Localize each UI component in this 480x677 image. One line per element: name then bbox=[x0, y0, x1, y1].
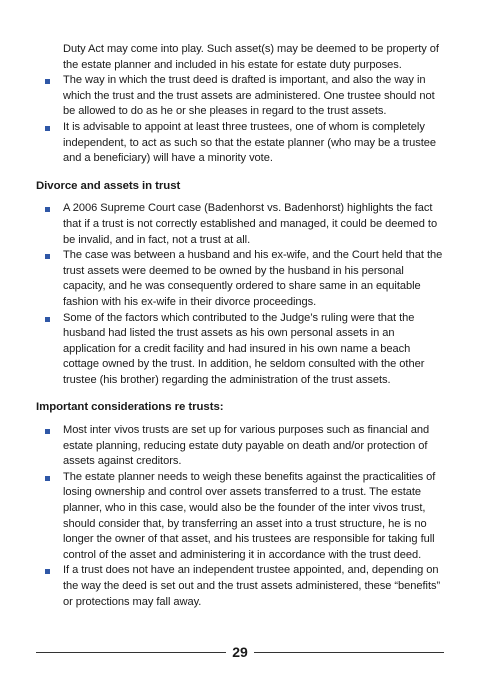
list-item-text: A 2006 Supreme Court case (Badenhorst vs. Badenhorst) highlights the fact that if a trust is not correctly established and managed, it could be deemed to be invalid, and in fact, not a trust at all. bbox=[63, 202, 438, 246]
page-footer bbox=[36, 640, 444, 664]
page-body bbox=[36, 42, 446, 610]
continuation-paragraph: Duty Act may come into play. Such asset(s) may be deemed to be property of the estate planner and included in his estate for estate duty purposes. bbox=[63, 43, 439, 71]
list-item bbox=[36, 311, 446, 389]
list-item bbox=[36, 248, 446, 310]
square-bullet-icon bbox=[45, 207, 50, 212]
list-item bbox=[36, 73, 446, 120]
square-bullet-icon bbox=[45, 126, 50, 131]
list-item bbox=[36, 201, 446, 248]
list-item-text: Most inter vivos trusts are set up for various purposes such as financial and estate planning, reducing estate duty payable on death and/or protection of assets against creditors. bbox=[63, 424, 430, 468]
footer-rule-left bbox=[36, 652, 226, 653]
section-heading-considerations: Important considerations re trusts: bbox=[36, 401, 224, 414]
square-bullet-icon bbox=[45, 476, 50, 481]
intro-bullet-list bbox=[36, 73, 446, 167]
list-item bbox=[36, 563, 446, 610]
square-bullet-icon bbox=[45, 429, 50, 434]
footer-rule-right bbox=[254, 652, 444, 653]
list-item-text: The case was between a husband and his ex-wife, and the Court held that the trust assets were deemed to be owned by the husband in his personal capacity, and he was consequently ordered to share same in an equitable fashion with his ex-wife in their divorce proceedings. bbox=[63, 249, 443, 308]
page-number: 29 bbox=[232, 644, 248, 660]
considerations-bullet-list bbox=[36, 423, 446, 610]
square-bullet-icon bbox=[45, 317, 50, 322]
section-heading-divorce: Divorce and assets in trust bbox=[36, 179, 181, 192]
square-bullet-icon bbox=[45, 569, 50, 574]
divorce-bullet-list bbox=[36, 201, 446, 388]
list-item bbox=[36, 120, 446, 167]
list-item-text: Some of the factors which contributed to the Judge’s ruling were that the husband had listed the trust assets as his own personal assets in an application for a credit facility and had insured in his own name a beach cottage owned by the trust. In addition, he seldom consulted with the other trustee (his brother) regarding the administration of the trust assets. bbox=[63, 311, 425, 386]
list-item-text: The way in which the trust deed is drafted is important, and also the way in which the trust and the trust assets are administered. One trustee should not be allowed to do as he or she pleases in regard to the trust assets. bbox=[63, 74, 435, 118]
list-item bbox=[36, 470, 446, 564]
square-bullet-icon bbox=[45, 254, 50, 259]
square-bullet-icon bbox=[45, 79, 50, 84]
list-item-text: If a trust does not have an independent trustee appointed, and, depending on the way the deed is set out and the trust assets administered, these “benefits” or protections may fall away. bbox=[63, 564, 441, 608]
list-item-text: The estate planner needs to weigh these benefits against the practicalities of losing ownership and control over assets transferred to a trust. The estate planner, who in this case, would also be the founder of the inter vivos trust, should consider that, by transferring an asset into a trust structure, he is no longer the owner of that asset, and his trustees are responsible for taking full control of the asset and administering it in accordance with the trust deed. bbox=[63, 470, 436, 561]
list-item bbox=[36, 423, 446, 470]
list-item-text: It is advisable to appoint at least three trustees, one of whom is completely independent, to act as such so that the estate planner (who may be a trustee and a beneficiary) will have a minority vote. bbox=[63, 120, 437, 165]
